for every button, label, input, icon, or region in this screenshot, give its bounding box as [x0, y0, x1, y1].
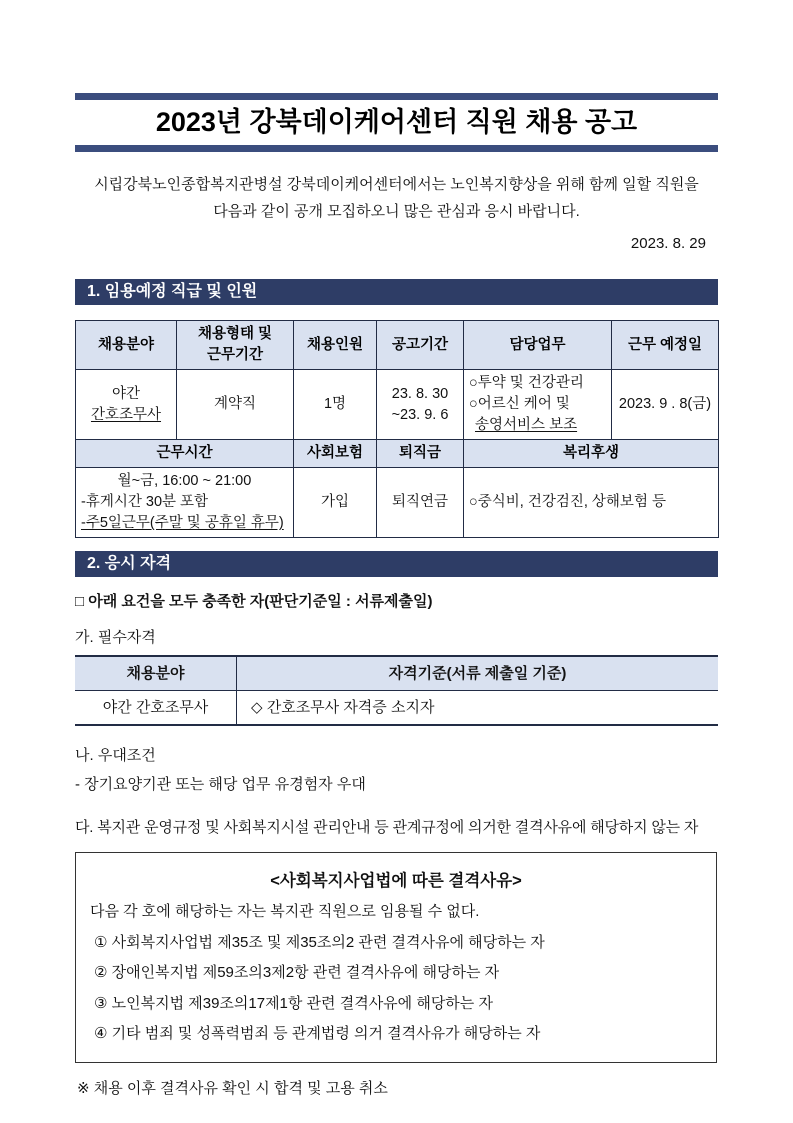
- cell-insurance: 가입: [294, 468, 377, 538]
- employment-table-subheader-row: [76, 440, 719, 468]
- page-title: 2023년 강북데이케어센터 직원 채용 공고: [155, 107, 638, 137]
- employment-table-data-row-2: [76, 468, 719, 538]
- intro-line-2: 다음과 같이 공개 모집하오니 많은 관심과 응시 바랍니다.: [213, 202, 580, 220]
- col-header-headcount: 채용인원: [294, 321, 377, 370]
- worktime-line-2: -휴게시간 30분 포함: [81, 494, 209, 511]
- disqualification-box-title: <사회복지사업법에 따른 결격사유>: [270, 872, 522, 891]
- period-line-2: ~23. 9. 6: [391, 406, 449, 423]
- worktime-line-3: -주5일근무(주말 및 공휴일 휴무): [81, 515, 284, 532]
- col-header-worktime: 근무시간: [76, 440, 294, 468]
- col-header-field: 채용분야: [76, 321, 177, 370]
- qual-cell-field: 야간 간호조무사: [75, 691, 237, 726]
- cell-duties: [464, 370, 612, 440]
- cell-severance: 퇴직연금: [377, 468, 464, 538]
- duties-line-2: ○어르신 케어 및: [469, 396, 570, 413]
- col-header-startdate: 근무 예정일: [612, 321, 719, 370]
- sub-b-item: - 장기요양기관 또는 해당 업무 유경험자 우대: [75, 776, 366, 794]
- cell-type: 계약직: [177, 370, 294, 440]
- sub-c-label: 다. 복지관 운영규정 및 사회복지시설 관리안내 등 관계규정에 의거한 결격사유에 해당하지 않는 자: [75, 819, 699, 837]
- worktime-line-1: 월~금, 16:00 ~ 21:00: [117, 473, 252, 490]
- disqualification-item-2: ② 장애인복지법 제59조의3제2항 관련 결격사유에 해당하는 자: [94, 964, 500, 982]
- field-line-2: 간호조무사: [90, 406, 162, 423]
- disqualification-item-4: ④ 기타 범죄 및 성폭력범죄 등 관계법령 의거 결격사유가 해당하는 자: [94, 1025, 541, 1043]
- intro-line-1: 시립강북노인종합복지관병설 강북데이케어센터에서는 노인복지향상을 위해 함께 일할 직원을: [94, 176, 699, 194]
- disqualification-item-3: ③ 노인복지법 제39조의17제1항 관련 결격사유에 해당하는 자: [94, 994, 493, 1012]
- sub-a-label: 가. 필수자격: [75, 629, 156, 647]
- title-top-rule: [75, 93, 718, 100]
- section-1-heading: 1. 임용예정 직급 및 인원: [75, 279, 718, 305]
- qual-col-header-criteria: 자격기준(서류 제출일 기준): [237, 656, 719, 691]
- qualification-table: [75, 655, 718, 726]
- col-header-type: 채용형태 및 근무기간: [177, 321, 294, 370]
- cell-headcount: 1명: [294, 370, 377, 440]
- qual-col-header-field: 채용분야: [75, 656, 237, 691]
- period-line-1: 23. 8. 30: [391, 385, 449, 402]
- employment-table-header-row: [76, 321, 719, 370]
- sub-b-label: 나. 우대조건: [75, 747, 156, 765]
- qualification-data-row: [75, 691, 718, 726]
- disqualification-item-1: ① 사회복지사업법 제35조 및 제35조의2 관련 결격사유에 해당하는 자: [94, 933, 545, 951]
- col-header-period: 공고기간: [377, 321, 464, 370]
- employment-table: [75, 320, 719, 538]
- requirement-note: □ 아래 요건을 모두 충족한 자(판단기준일 : 서류제출일): [75, 593, 433, 611]
- section-2-heading: 2. 응시 자격: [75, 551, 718, 577]
- qual-cell-criteria: ◇ 간호조무사 자격증 소지자: [237, 691, 719, 726]
- cell-welfare: ○중식비, 건강검진, 상해보험 등: [464, 468, 719, 538]
- cell-field: [76, 370, 177, 440]
- cell-start-date: 2023. 9 . 8(금): [612, 370, 719, 440]
- qualification-header-row: [75, 656, 718, 691]
- disqualification-box: [75, 852, 717, 1063]
- cell-period: [377, 370, 464, 440]
- cancellation-footnote: ※ 채용 이후 결격사유 확인 시 합격 및 고용 취소: [77, 1079, 388, 1097]
- col-header-duties: 담당업무: [464, 321, 612, 370]
- duties-line-3: 송영서비스 보조: [475, 417, 578, 434]
- field-line-1: 야간: [111, 385, 140, 402]
- title-bottom-rule: [75, 145, 718, 152]
- col-header-welfare: 복리후생: [464, 440, 719, 468]
- cell-worktime: [76, 468, 294, 538]
- col-header-insurance: 사회보험: [294, 440, 377, 468]
- duties-line-1: ○투약 및 건강관리: [469, 375, 584, 392]
- disqualification-intro: 다음 각 호에 해당하는 자는 복지관 직원으로 임용될 수 없다.: [90, 903, 480, 921]
- employment-table-data-row: [76, 370, 719, 440]
- intro-paragraph: [75, 172, 718, 225]
- notice-date: 2023. 8. 29: [630, 234, 706, 252]
- col-header-severance: 퇴직금: [377, 440, 464, 468]
